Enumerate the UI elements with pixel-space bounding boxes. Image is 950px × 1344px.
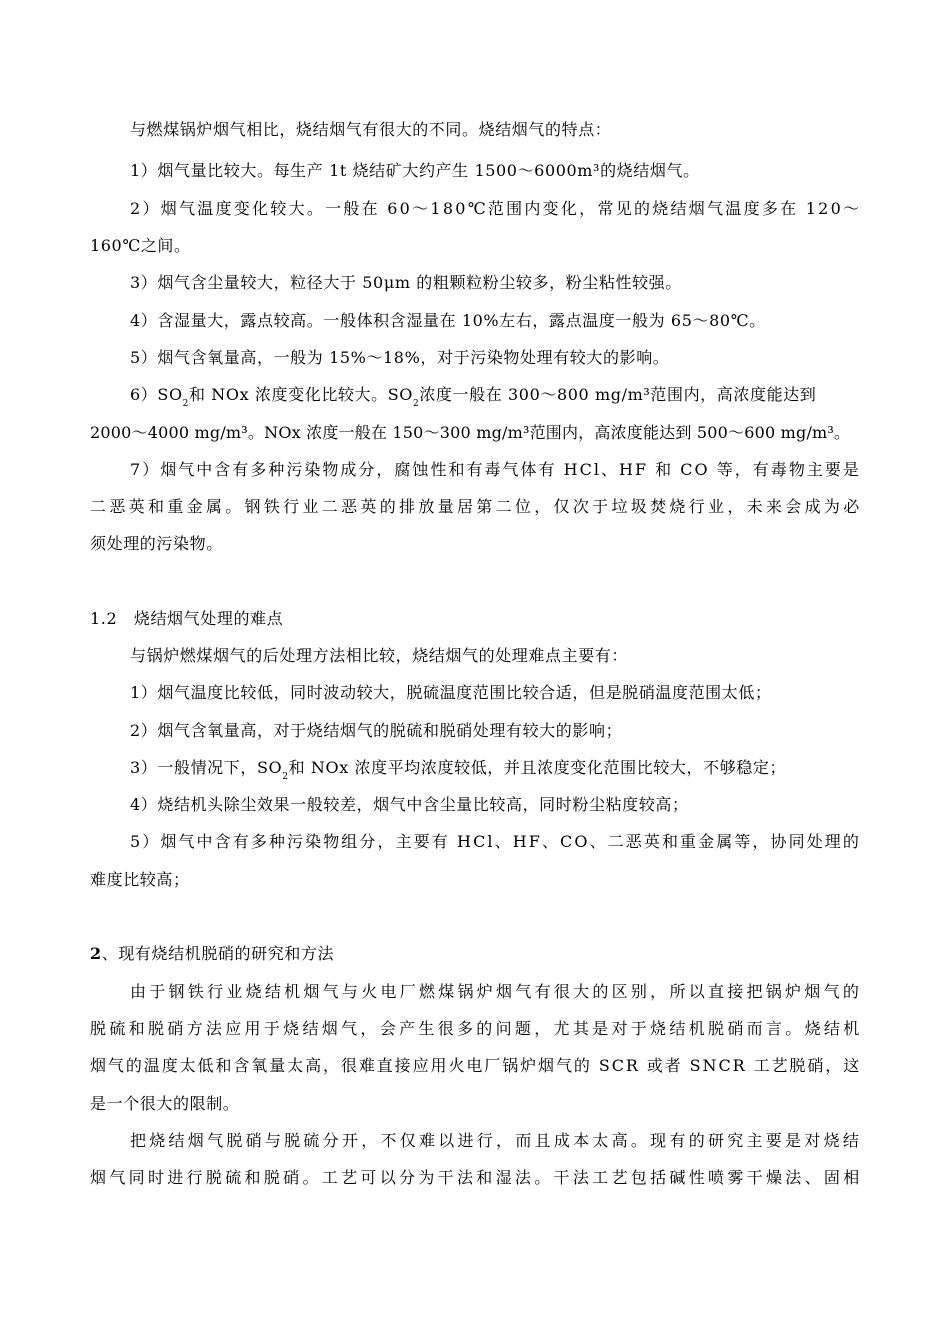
feature-7-line-1: 7 ） 烟 气 中 含 有 多 种 污 染 物 成 分 ， 腐 蚀 性 和 有 毒 气 体 有 H C l 、 H F 和 C O 等 ， 有 毒 物 主 要 是: [130, 460, 860, 479]
feature-6-part-2: 和 NOx 浓度变化比较大。SO: [189, 385, 413, 404]
section-2-title: 、现有烧结机脱硝的研究和方法: [101, 944, 335, 963]
difficulty-1: 1）烟气温度比较低，同时波动较大，脱硫温度范围比较合适，但是脱硝温度范围太低；: [130, 683, 772, 702]
section-2-heading: [90, 944, 860, 964]
subscript: 2: [413, 399, 420, 409]
feature-6-line-2: 2000～4000 mg/m³。NOx 浓度一般在 150～300 mg/m³范围内，高浓度能达到 500～600 mg/m³。: [90, 423, 851, 442]
difficulty-5-line-1: 5 ） 烟 气 中 含 有 多 种 污 染 物 组 分 ， 主 要 有 H C l 、 H F 、 C O 、 二 恶 英 和 重 金 属 等 ， 协 同 处 理 的: [130, 832, 860, 851]
feature-6-part-3: 浓度一般在 300～800 mg/m³范围内，高浓度能达到: [419, 385, 817, 404]
difficulty-3: [130, 758, 860, 782]
feature-4: 4）含湿量大，露点较高。一般体积含湿量在 10%左右，露点温度一般为 65～80℃。: [130, 311, 766, 330]
section-2-para-1-line-1: 由 于 钢 铁 行 业 烧 结 机 烟 气 与 火 电 厂 燃 煤 锅 炉 烟 气 有 很 大 的 区 别 ， 所 以 直 接 把 锅 炉 烟 气 的: [130, 982, 860, 1001]
section-1-2-heading: 1.2 烧结烟气处理的难点: [90, 609, 284, 628]
difficulty-4: 4）烧结机头除尘效果一般较差，烟气中含尘量比较高，同时粉尘粘度较高；: [130, 795, 689, 814]
difficulty-3-part-2: 和 NOx 浓度平均浓度较低，并且浓度变化范围比较大，不够稳定；: [288, 758, 787, 777]
feature-6-part-1: 6）SO: [130, 385, 183, 404]
section-2-para-2-line-2: 烟 气 同 时 进 行 脱 硫 和 脱 硝 。 工 艺 可 以 分 为 干 法 和 湿 法 。 干 法 工 艺 包 括 碱 性 喷 雾 干 燥 法 、 固 相: [90, 1168, 860, 1187]
feature-7-line-2: 二 恶 英 和 重 金 属 。 钢 铁 行 业 二 恶 英 的 排 放 量 居 第 二 位 ， 仅 次 于 垃 圾 焚 烧 行 业 ， 未 来 会 成 为 必: [90, 497, 860, 516]
feature-3: 3）烟气含尘量较大，粒径大于 50μm 的粗颗粒粉尘较多，粉尘粘性较强。: [130, 273, 682, 292]
paragraph-intro: 与燃煤锅炉烟气相比，烧结烟气有很大的不同。烧结烟气的特点：: [130, 120, 612, 139]
difficulty-2: 2）烟气含氧量高，对于烧结烟气的脱硫和脱硝处理有较大的影响；: [130, 721, 623, 740]
feature-5: 5）烟气含氧量高，一般为 15%～18%，对于污染物处理有较大的影响。: [130, 348, 670, 367]
section-2-para-1-line-2: 脱 硫 和 脱 硝 方 法 应 用 于 烧 结 烟 气 ， 会 产 生 很 多 的 问 题 ， 尤 其 是 对 于 烧 结 机 脱 硝 而 言 。 烧 结 机: [90, 1019, 860, 1038]
feature-6-line-1: [130, 385, 860, 409]
feature-1: 1）烟气量比较大。每生产 1t 烧结矿大约产生 1500～6000m³的烧结烟气。: [130, 161, 700, 180]
section-2-para-1-line-3: 烟 气 的 温 度 太 低 和 含 氧 量 太 高 ， 很 难 直 接 应 用 火 电 厂 锅 炉 烟 气 的 S C R 或 者 S N C R 工 艺 脱 硝 ， 这: [90, 1056, 860, 1075]
feature-2-line-1: 2 ） 烟 气 温 度 变 化 较 大 。 一 般 在 6 0 ～ 1 8 0 ℃ 范 围 内 变 化 ， 常 见 的 烧 结 烟 气 温 度 多 在 1 2 0 ～: [130, 199, 860, 218]
subscript: 2: [282, 772, 289, 782]
difficulty-3-part-1: 3）一般情况下，SO: [130, 758, 283, 777]
difficulty-intro: 与锅炉燃煤烟气的后处理方法相比较，烧结烟气的处理难点主要有：: [130, 646, 629, 665]
feature-2-line-2: 160℃之间。: [90, 236, 191, 255]
feature-7-line-3: 须处理的污染物。: [90, 534, 223, 553]
subscript: 2: [182, 399, 189, 409]
difficulty-5-line-2: 难度比较高；: [90, 870, 190, 889]
section-2-para-1-line-4: 是一个很大的限制。: [90, 1094, 240, 1113]
section-2-number: 2: [90, 944, 102, 963]
section-2-para-2-line-1: 把 烧 结 烟 气 脱 硝 与 脱 硫 分 开 ， 不 仅 难 以 进 行 ， 而 且 成 本 太 高 。 现 有 的 研 究 主 要 是 对 烧 结: [130, 1131, 860, 1150]
